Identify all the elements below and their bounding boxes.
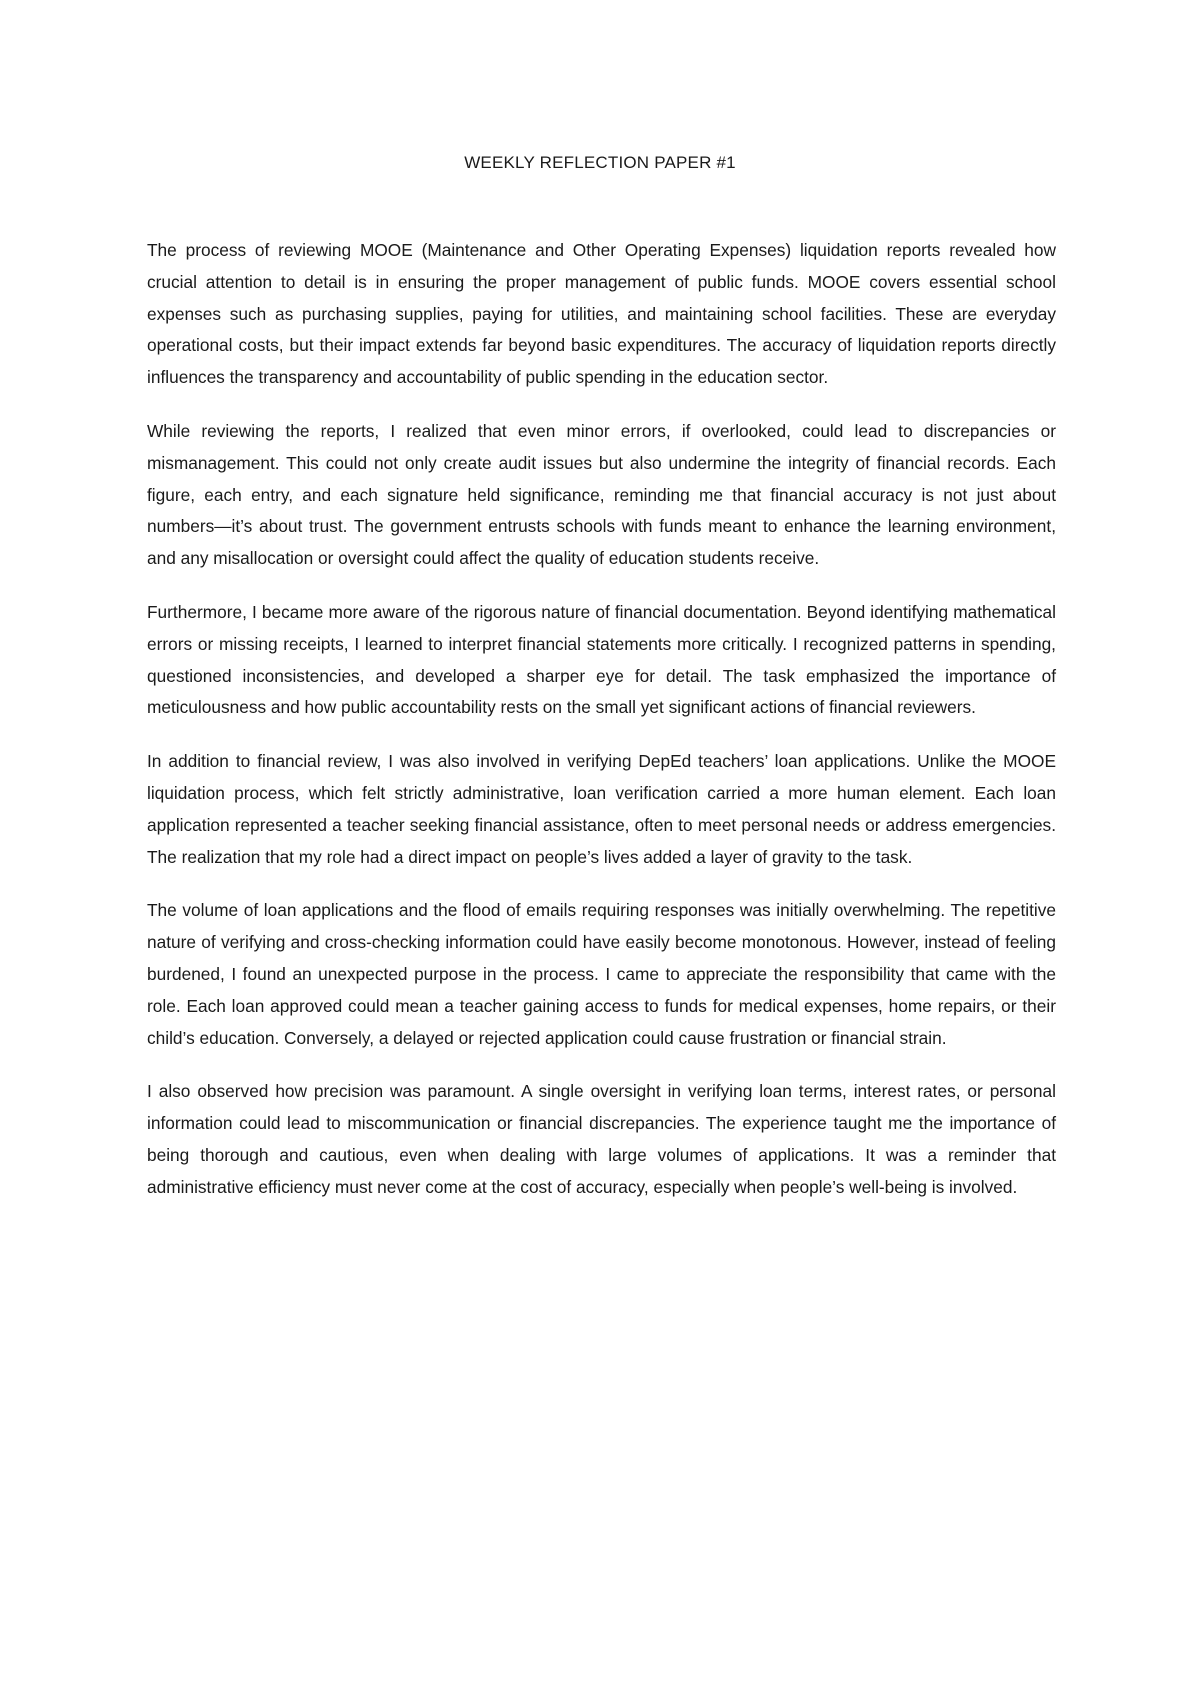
paragraph-5: The volume of loan applications and the flood of emails requiring responses was initially overwhelming. The repetitive nature of verifying and cross-checking information could have easily become monotonous. However, instead of feeling burdened, I found an unexpected purpose in the process. I came to appreciate the responsibility that came with the role. Each loan approved could mean a teacher gaining access to funds for medical expenses, home repairs, or their child’s education. Conversely, a delayed or rejected application could cause frustration or financial strain.	[147, 900, 1056, 1048]
paragraph-3: Furthermore, I became more aware of the rigorous nature of financial documentation. Beyond identifying mathematical errors or missing receipts, I learned to interpret financial statements more critically. I recognized patterns in spending, questioned inconsistencies, and developed a sharper eye for detail. The task emphasized the importance of meticulousness and how public accountability rests on the small yet significant actions of financial reviewers.	[147, 601, 1056, 718]
document-body	[147, 235, 1056, 1226]
paragraph-1: The process of reviewing MOOE (Maintenance and Other Operating Expenses) liquidation reports revealed how crucial attention to detail is in ensuring the proper management of public funds. MOOE covers essential school expenses such as purchasing supplies, paying for utilities, and maintaining school facilities. These are everyday operational costs, but their impact extends far beyond basic expenditures. The accuracy of liquidation reports directly influences the transparency and accountability of public spending in the education sector.	[147, 240, 1056, 388]
paragraph-2: While reviewing the reports, I realized that even minor errors, if overlooked, could lead to discrepancies or mismanagement. This could not only create audit issues but also undermine the integrity of financial records. Each figure, each entry, and each signature held significance, reminding me that financial accuracy is not just about numbers—it’s about trust. The government entrusts schools with funds meant to enhance the learning environment, and any misallocation or oversight could affect the quality of education students receive.	[147, 420, 1056, 569]
paragraph-6: I also observed how precision was paramount. A single oversight in verifying loan terms, interest rates, or personal information could lead to miscommunication or financial discrepancies. The experience taught me the importance of being thorough and cautious, even when dealing with large volumes of applications. It was a reminder that administrative efficiency must never come at the cost of accuracy, especially when people’s well-being is involved.	[147, 1081, 1056, 1197]
paragraph-4: In addition to financial review, I was also involved in verifying DepEd teachers’ loan applications. Unlike the MOOE liquidation process, which felt strictly administrative, loan verification carried a more human element. Each loan application represented a teacher seeking financial assistance, often to meet personal needs or address emergencies. The realization that my role had a direct impact on people’s lives added a layer of gravity to the task.	[147, 751, 1056, 867]
document-title: WEEKLY REFLECTION PAPER #1	[464, 153, 736, 172]
